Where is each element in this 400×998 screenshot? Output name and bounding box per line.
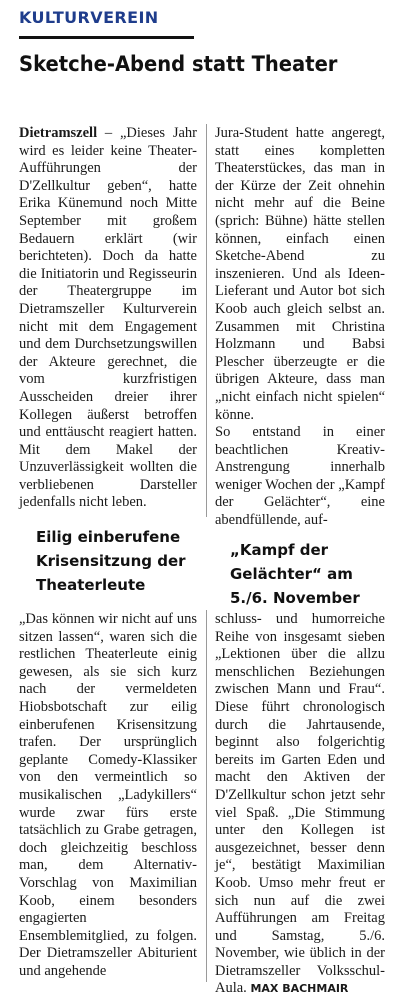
section-kicker: KULTURVEREIN	[19, 8, 159, 27]
article-column-3	[19, 611, 197, 980]
article-column-4	[215, 611, 385, 998]
subheading-show-dates: „Kampf der Gelächter“ am 5./6. November	[230, 541, 360, 607]
dateline-place: Dietramszell	[19, 125, 98, 141]
article-headline: Sketche-Abend statt Theater	[19, 52, 338, 76]
column-3-text: „Das können wir nicht auf uns sitzen lassen“, waren sich die restlichen Theaterleute einig gewesen, als sie sich kurz nach der vermeldeten Hiobsbotschaft zur eilig einberufenen Krisensitzung trafen. Der ursprünglich geplante Comedy-Klassiker von den vermeintlich so musikalischen „Ladykillers“ wurde zwar fürs erste tatsächlich zu Grabe getragen, doch gleichzeitig beschloss man, dem Alternativ-Vorschlag von Maximilian Koob, einem besonders engagierten Ensemblemitglied, zu folgen. Der Dietramszeller Abiturient und angehende	[19, 611, 197, 979]
article-column-2	[215, 125, 385, 530]
subheading-crisis-meeting: Eilig einberufene Krisensitzung der Theaterleute	[36, 528, 186, 594]
article-column-1	[19, 125, 197, 512]
author-byline: MAX BACHMAIR	[250, 982, 349, 996]
column-1-text: – „Dieses Jahr wird es leider keine Theater-Aufführungen der D'Zellkultur geben“, hatte Erika Künemund noch Mitte September mit großem Bedauern erklärt (wir berichteten). Doch da hatte die Initiatorin und Regisseurin der Theatergruppe im Dietramszeller Kulturverein nicht mit dem Engagement und dem Durchsetzungswillen der Akteure gerechnet, die vom kurzfristigen Ausscheiden dreier ihrer Kollegen äußerst betroffen und enttäuscht reagiert hatten. Mit dem Makel der Unzuverlässigkeit wollten die verbliebenen Darsteller jedenfalls nicht leben.	[19, 125, 197, 511]
column-divider-bottom	[206, 610, 207, 982]
column-2-paragraph-2: So entstand in einer beachtlichen Kreativ-Anstrengung innerhalb weniger Wochen der „Kampf der Gelächter“, eine abendfüllende, auf-	[215, 424, 385, 529]
column-4-text: schluss- und humorreiche Reihe von insgesamt sieben „Lektionen über die allzu menschlichen Beziehungen zwischen Mann und Frau“. Diese führt chronologisch durch die Jahrtausende, beginnt also folgerichtig bereits im Garten Eden und macht den Aktiven der D'Zellkultur schon jetzt sehr viel Spaß. „Die Stimmung unter den Kollegen ist ausgezeichnet, besser denn je“, bestätigt Maximilian Koob. Umso mehr freut er sich nun auf die zwei Aufführungen am Freitag und Samstag, 5./6. November, wie üblich in der Dietramszeller Volksschul-Aula.	[215, 611, 385, 997]
column-2-paragraph-1: Jura-Student hatte angeregt, statt eines kompletten Theaterstückes, das man in der Kürze der Zeit ohnehin nicht mehr auf die Beine (sprich: Bühne) hätte stellen können, einfach einen Sketche-Abend zu inszenieren. Und als Ideen-Lieferant und Autor bot sich Koob auch gleich selbst an. Zusammen mit Christina Holzmann und Babsi Plescher überzeugte er die übrigen Akteure, dass man „nicht einfach nicht spielen“ könne.	[215, 125, 385, 423]
kicker-rule	[19, 36, 194, 39]
column-divider-top	[206, 124, 207, 517]
